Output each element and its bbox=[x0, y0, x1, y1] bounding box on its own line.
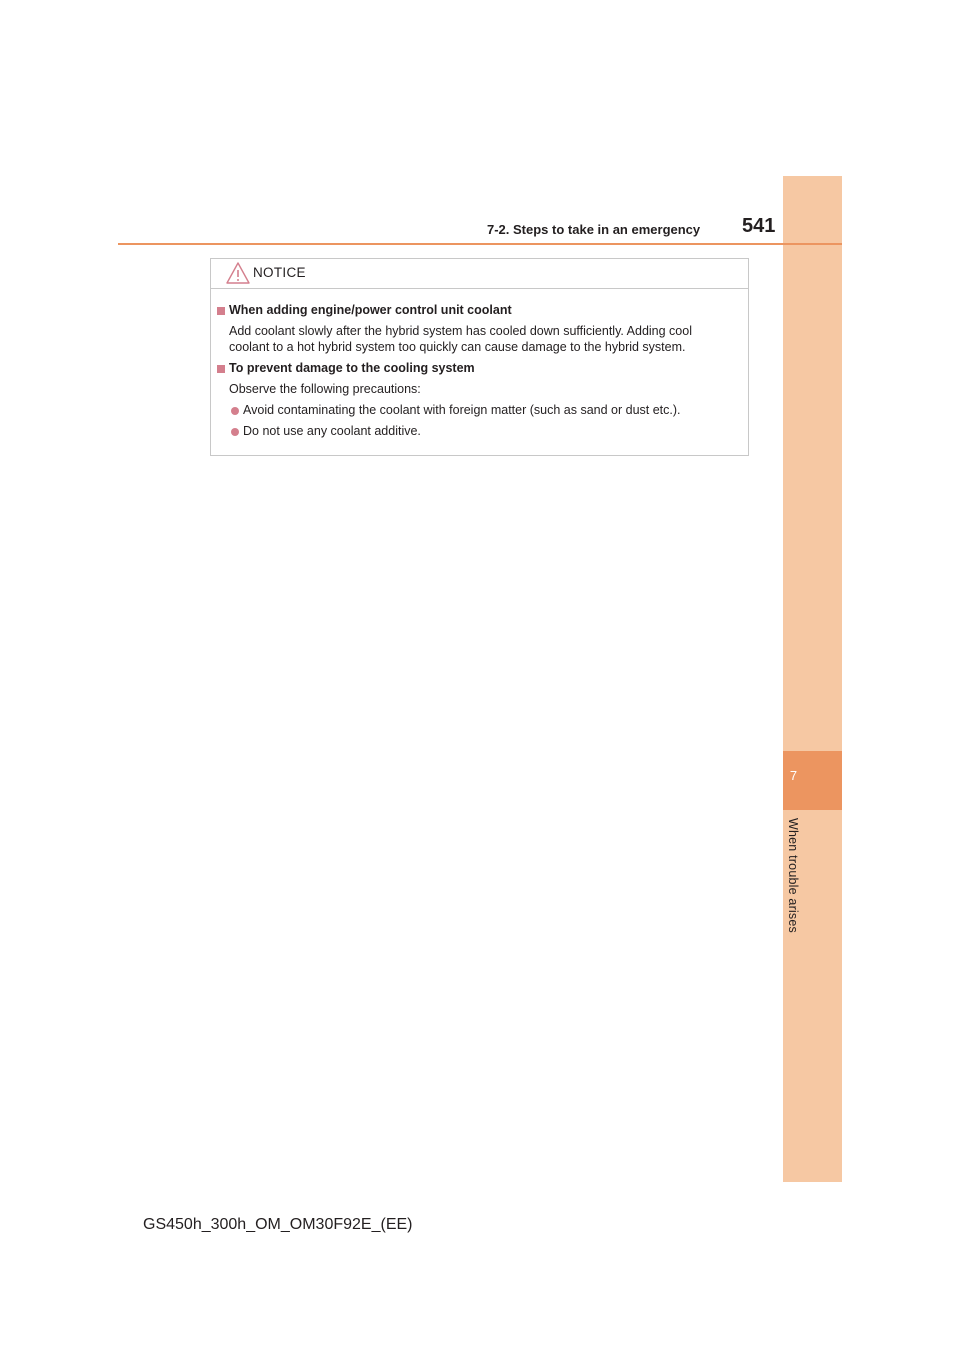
square-bullet-icon bbox=[217, 307, 225, 315]
section-heading: To prevent damage to the cooling system bbox=[229, 361, 475, 375]
round-bullet-icon bbox=[231, 407, 239, 415]
notice-title: NOTICE bbox=[253, 265, 306, 280]
paragraph-line: Observe the following precautions: bbox=[229, 382, 421, 396]
bullet-item: Do not use any coolant additive. bbox=[243, 424, 421, 438]
notice-box bbox=[210, 258, 749, 456]
bullet-item: Avoid contaminating the coolant with foreign matter (such as sand or dust etc.). bbox=[243, 403, 681, 417]
chapter-number: 7 bbox=[789, 768, 798, 783]
round-bullet-icon bbox=[231, 428, 239, 436]
footer-document-code: GS450h_300h_OM_OM30F92E_(EE) bbox=[143, 1216, 413, 1233]
square-bullet-icon bbox=[217, 365, 225, 373]
chapter-side-tab bbox=[783, 176, 842, 1182]
paragraph-line: Add coolant slowly after the hybrid system has cooled down sufficiently. Adding cool bbox=[229, 324, 692, 338]
warning-triangle-icon bbox=[225, 261, 251, 285]
header-section-title: 7-2. Steps to take in an emergency bbox=[487, 222, 701, 237]
notice-header bbox=[211, 259, 748, 289]
paragraph-line: coolant to a hot hybrid system too quickly can cause damage to the hybrid system. bbox=[229, 340, 686, 354]
page-number: 541 bbox=[742, 215, 776, 237]
section-heading: When adding engine/power control unit coolant bbox=[229, 303, 512, 317]
header-rule bbox=[118, 243, 842, 245]
chapter-title: When trouble arises bbox=[786, 818, 800, 933]
